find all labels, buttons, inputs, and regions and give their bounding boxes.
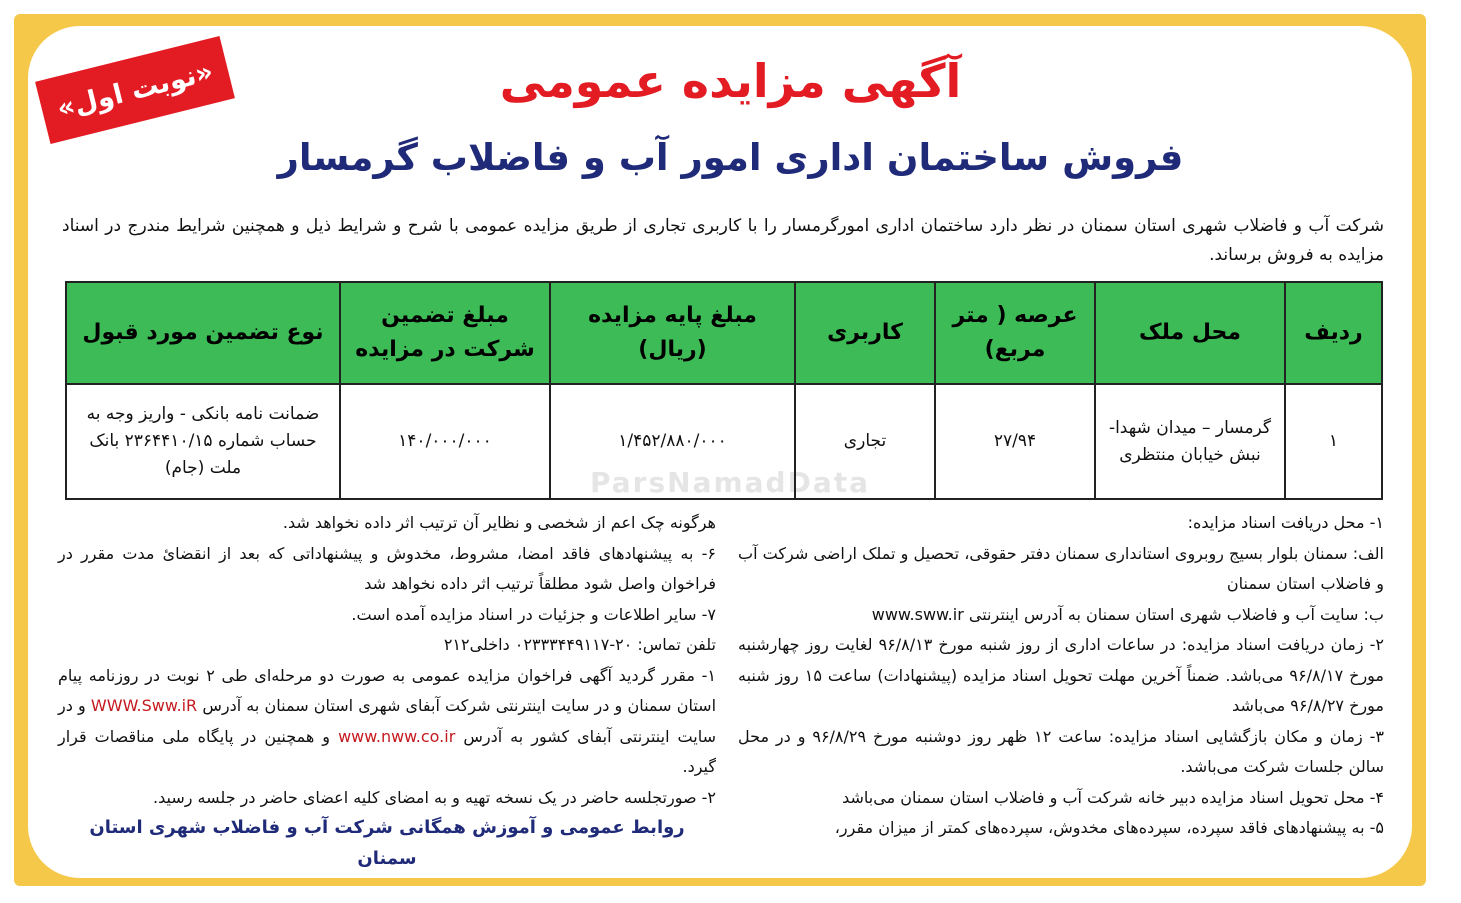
first-round-badge: «نوبت اول»	[35, 36, 235, 144]
resolution-1-text-c: و همچنین در پایگاه ملی مناقصات قرار گیرد.	[58, 726, 716, 776]
conditions-left-column	[58, 508, 716, 874]
sww-link[interactable]: www.sww.ir	[871, 604, 964, 624]
resolution-1-text-b: و در سایت اینترنتی آبفای کشور به آدرس	[58, 696, 717, 746]
condition-1b	[738, 600, 1384, 631]
header-usage: کاربری	[795, 282, 935, 384]
cell-guarantee-type: ضمانت نامه بانکی - واریز وجه به حساب شماره ۲۳۶۴۴۱۰/۱۵ بانک ملت (جام)	[66, 384, 340, 499]
condition-1b-text: ب: سایت آب و فاضلاب شهری استان سمنان به آدرس اینترنتی	[968, 604, 1384, 624]
abfa-semnan-link[interactable]: WWW.Sww.iR	[90, 696, 198, 715]
condition-5: ۵- به پیشنهادهای فاقد سپرده، سپرده‌های مخدوش، سپرده‌های کمتر از میزان مقرر،	[834, 818, 1384, 837]
intro-paragraph: شرکت آب و فاضلاب شهری استان سمنان در نظر دارد ساختمان اداری امورگرمسار را با کاربری تجاری از طریق مزایده عمومی با شرح و شرایط ذیل و همچنین شرایط مندرج در اسناد مزایده به فروش برساند.	[62, 216, 1384, 265]
condition-2: ۲- زمان دریافت اسناد مزایده: در ساعات اداری از روز شنبه مورخ ۹۶/۸/۱۳ لغایت روز چهارشنبه مورخ ۹۶/۸/۱۷ می‌باشد. ضمناً آخرین مهلت تحویل اسناد مزایده (پیشنهادات) ساعت ۱۵ روز شنبه مورخ ۹۶/۸/۲۷ می‌باشد	[738, 635, 1385, 715]
condition-3: ۳- زمان و مکان بازگشایی اسناد مزایده: ساعت ۱۲ ظهر روز دوشنبه مورخ ۹۶/۸/۲۹ و در محل سالن جلسات شرکت می‌باشد.	[738, 726, 1385, 776]
table-row	[66, 384, 1382, 499]
cell-location: گرمسار – میدان شهدا- نبش خیابان منتظری	[1095, 384, 1285, 499]
resolution-1-text-a: ۱- مقرر گردید آگهی فراخوان مزایده عمومی به صورت دو مرحله‌ای طی ۲ نوبت در روزنامه پیام استان سمنان و در سایت اینترنتی شرکت آبفای شهری استان سمنان به آدرس	[58, 665, 717, 715]
cell-usage: تجاری	[795, 384, 935, 499]
condition-1a: الف: سمنان بلوار بسیج روبروی استانداری سمنان دفتر حقوقی، تحصیل و تملک اراضی شرکت آب و فاضلاب استان سمنان	[738, 543, 1384, 593]
header-deposit: مبلغ تضمین شرکت در مزایده	[340, 282, 550, 384]
watermark-text: ParsNamadData	[590, 466, 870, 499]
header-guarantee-type: نوع تضمین مورد قبول	[66, 282, 340, 384]
condition-5-continued: هرگونه چک اعم از شخصی و نظایر آن ترتیب اثر داده نخواهد شد.	[282, 513, 716, 532]
header-location: محل ملک	[1095, 282, 1285, 384]
auction-table	[65, 281, 1383, 500]
condition-6: ۶- به پیشنهادهای فاقد امضا، مشروط، مخدوش و پیشنهاداتی که بعد از انقضائ مدت مقرر در فراخوان واصل شود مطلقاً ترتیب اثر داده نخواهد شد	[58, 543, 716, 593]
nww-link[interactable]: www.nww.co.ir	[338, 726, 456, 746]
conditions-right-column	[738, 508, 1384, 844]
contact-phone: تلفن تماس: ۲۰-۰۲۳۳۳۴۴۹۱۱۷ داخلی۲۱۲	[443, 635, 716, 654]
cell-deposit: ۱۴۰/۰۰۰/۰۰۰	[340, 384, 550, 499]
condition-7: ۷- سایر اطلاعات و جزئیات در اسناد مزایده آمده است.	[351, 604, 716, 624]
cell-row-no: ۱	[1285, 384, 1382, 499]
resolution-1	[58, 661, 716, 783]
condition-4: ۴- محل تحویل اسناد مزایده دبیر خانه شرکت آب و فاضلاب استان سمنان می‌باشد	[842, 787, 1384, 807]
public-relations-footer: روابط عمومی و آموزش همگانی شرکت آب و فاضلاب شهری استان سمنان	[89, 817, 685, 869]
resolution-2: ۲- صورتجلسه حاضر در یک نسخه تهیه و به امضای کلیه اعضای حاضر در جلسه رسید.	[153, 787, 716, 807]
header-base-price: مبلغ پایه مزایده (ریال)	[550, 282, 795, 384]
page-title: آگهی مزایده عمومی	[499, 54, 962, 108]
cell-base-price: ۱/۴۵۲/۸۸۰/۰۰۰	[550, 384, 795, 499]
cell-area: ۲۷/۹۴	[935, 384, 1095, 499]
page-subtitle: فروش ساختمان اداری امور آب و فاضلاب گرمسار	[277, 136, 1184, 179]
condition-1-title: ۱- محل دریافت اسناد مزایده:	[1187, 513, 1384, 532]
table-header-row	[66, 282, 1382, 384]
header-row-no: ردیف	[1285, 282, 1382, 384]
header-area: عرصه ( متر مربع)	[935, 282, 1095, 384]
